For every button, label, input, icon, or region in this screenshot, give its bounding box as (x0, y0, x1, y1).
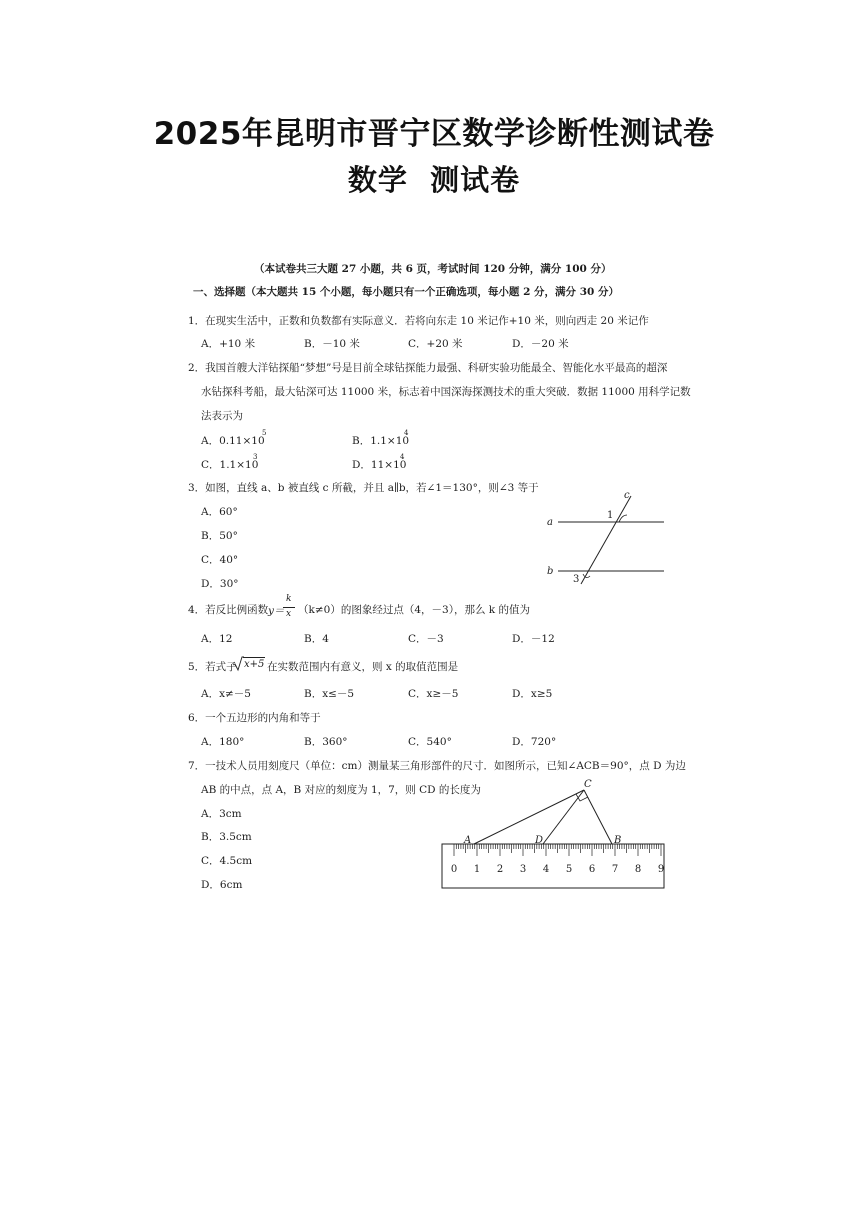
page-title: 2025年昆明市晋宁区数学诊断性测试卷 (153, 116, 715, 152)
angle-1-arc (619, 515, 627, 522)
question-7-line1: 7．一技术人员用刻度尺（单位：cm）测量某三角形部件的尺寸．如图所示，已知∠ACB＝90°，点 D 为边 (188, 760, 686, 772)
q7-option-a: A．3cm (201, 808, 242, 820)
q4-option-b: B．4 (304, 633, 329, 645)
q2-option-c-exponent: 3 (253, 453, 258, 461)
q4-option-c: C．－3 (408, 633, 444, 645)
q5-option-a: A．x≠－5 (201, 688, 251, 700)
q2-option-a: A．0.11×10 (201, 435, 265, 447)
q1-option-b: B．－10 米 (304, 338, 360, 350)
label-angle-3: 3 (573, 574, 580, 585)
q1-option-d: D．－20 米 (512, 338, 569, 350)
q5-radicand: x+5 (244, 659, 265, 670)
question-5-stem-start: 5．若式子 (188, 661, 237, 673)
question-2-line3: 法表示为 (201, 410, 243, 422)
question-5-stem-end: 在实数范围内有意义，则 x 的取值范围是 (267, 661, 459, 673)
ruler-label: 8 (634, 864, 642, 875)
q6-option-b: B．360° (304, 736, 348, 748)
ruler-label: 0 (450, 864, 458, 875)
ruler-label: 9 (657, 864, 665, 875)
ruler-label: 7 (611, 864, 619, 875)
label-b: b (547, 566, 554, 577)
q6-option-d: D．720° (512, 736, 557, 748)
ruler-ticks (454, 844, 661, 856)
segment-bc (584, 790, 612, 844)
q3-option-b: B．50° (201, 530, 238, 542)
question-2-line1: 2．我国首艘大洋钻探船“梦想”号是目前全球钻探能力最强、科研实验功能最全、智能化水平最高的超深 (188, 362, 668, 374)
q7-option-b: B．3.5cm (201, 831, 252, 843)
point-c-label: C (584, 779, 592, 790)
q3-option-c: C．40° (201, 554, 239, 566)
q1-option-c: C．+20 米 (408, 338, 463, 350)
question-4-stem-start: 4．若反比例函数 (188, 604, 269, 616)
q6-option-c: C．540° (408, 736, 452, 748)
q7-option-d: D．6cm (201, 879, 243, 891)
point-d-label: D (535, 835, 544, 846)
page-subtitle: 数学 测试卷 (347, 163, 521, 197)
question-6-stem: 6．一个五边形的内角和等于 (188, 712, 321, 724)
label-c: c (624, 490, 630, 501)
q4-option-d: D．－12 (512, 633, 555, 645)
radical-vinculum (243, 657, 265, 658)
section-heading: 一、选择题（本大题共 15 个小题，每小题只有一个正确选项，每小题 2 分，满分 30 分） (193, 286, 619, 298)
q3-option-d: D．30° (201, 578, 239, 590)
point-a-label: A (464, 835, 472, 846)
question-2-line2: 水钻探科考船，最大钻深可达 11000 米，标志着中国深海探测技术的重大突破．数据 11000 用科学记数 (201, 386, 691, 398)
question-3-stem: 3．如图，直线 a、b 被直线 c 所截，并且 a∥b，若∠1＝130°，则∠3 等于 (188, 482, 539, 494)
q2-option-a-exponent: 5 (262, 429, 267, 437)
segment-ac (474, 790, 584, 844)
q4-fraction-denominator: x (286, 609, 292, 619)
point-b-label: B (614, 835, 622, 846)
question-1-stem: 1．在现实生活中，正数和负数都有实际意义．若将向东走 10 米记作+10 米，则向西走 20 米记作 (188, 315, 649, 327)
ruler-label: 2 (496, 864, 504, 875)
label-a: a (547, 517, 553, 528)
q4-fraction-numerator: k (286, 594, 292, 604)
question-4-stem-end: （k≠0）的图象经过点（4，－3），那么 k 的值为 (298, 604, 530, 616)
q2-option-b: B．1.1×10 (352, 435, 410, 447)
ruler-scale-labels (451, 864, 664, 875)
label-angle-1: 1 (607, 510, 614, 521)
q4-fraction-bar (283, 607, 295, 608)
ruler-label: 5 (565, 864, 573, 875)
q7-option-c: C．4.5cm (201, 855, 253, 867)
q2-option-d: D．11×10 (352, 459, 407, 471)
q3-option-a: A．60° (201, 506, 238, 518)
q2-option-d-exponent: 4 (400, 453, 405, 461)
ruler-label: 4 (542, 864, 550, 875)
radical-sign-icon (232, 656, 244, 672)
q2-option-c: C．1.1×10 (201, 459, 259, 471)
ruler-label: 3 (519, 864, 527, 875)
ruler-triangle-figure (438, 774, 670, 892)
q2-option-b-exponent: 4 (404, 429, 409, 437)
q4-function-lhs: y＝ (268, 605, 285, 617)
q6-option-a: A．180° (201, 736, 245, 748)
segment-cd (543, 790, 584, 844)
q4-option-a: A．12 (201, 633, 233, 645)
q5-option-b: B．x≤－5 (304, 688, 355, 700)
q5-option-d: D．x≥5 (512, 688, 553, 700)
ruler-label: 1 (473, 864, 481, 875)
q1-option-a: A．+10 米 (201, 338, 256, 350)
exam-info: （本试卷共三大题 27 小题，共 6 页，考试时间 120 分钟，满分 100 分） (254, 263, 612, 275)
q5-option-c: C．x≥－5 (408, 688, 459, 700)
parallel-lines-figure (540, 488, 672, 588)
ruler-label: 6 (588, 864, 596, 875)
question-7-line2: AB 的中点，点 A，B 对应的刻度为 1，7，则 CD 的长度为 (201, 784, 481, 796)
